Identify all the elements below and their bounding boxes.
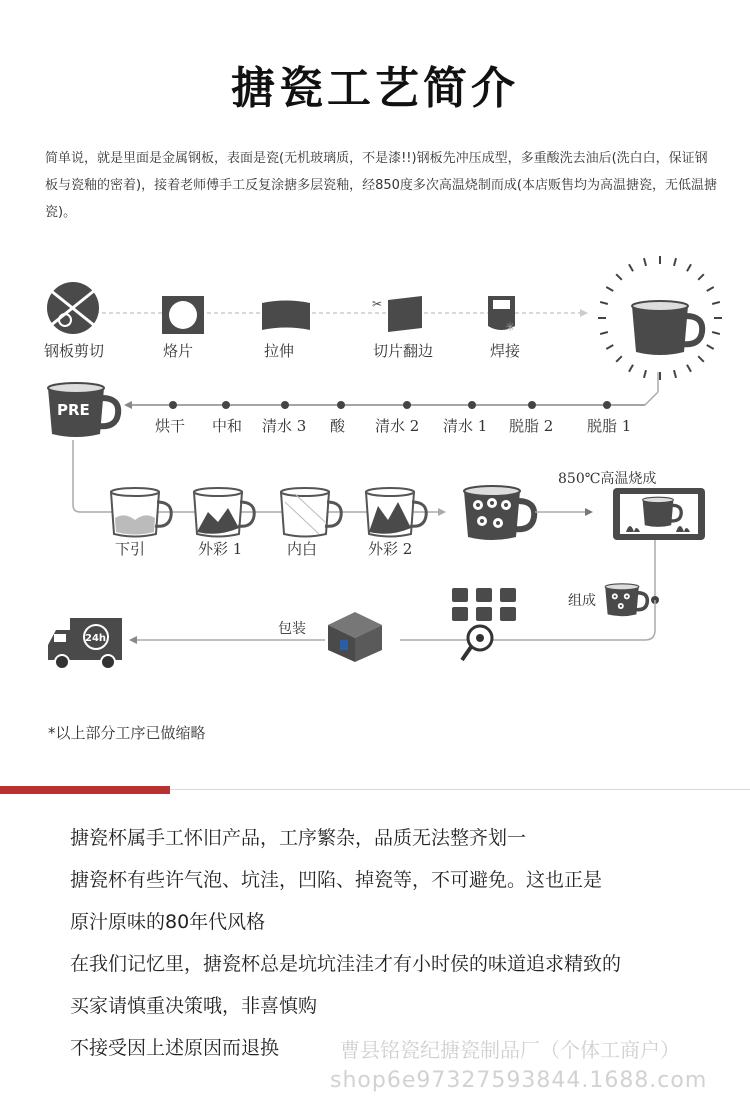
mini-cup (476, 607, 492, 621)
notice-line: 买家请慎重决策哦，非喜慎购 (70, 995, 318, 1017)
step-label: 清水 2 (375, 417, 420, 435)
truck-icon (48, 618, 122, 669)
step-dot (403, 401, 411, 409)
step-dot (528, 401, 536, 409)
firing-label: 850℃高温烧成 (558, 471, 657, 487)
step-label: 清水 3 (262, 417, 307, 435)
watermark-url: shop6e97327593844.1688.com (330, 1068, 708, 1093)
stretch-icon (262, 301, 310, 331)
mini-cup (452, 588, 468, 602)
weld-icon (488, 296, 515, 334)
step-label: 下引 (115, 540, 146, 558)
clock-tick (606, 345, 613, 349)
clock-tick (687, 264, 691, 271)
accent-bar (0, 786, 170, 794)
shear-icon (47, 282, 99, 334)
package-icon (328, 612, 382, 662)
clock-tick (674, 370, 676, 378)
watermark-company: 曹县铭瓷纪搪瓷制品厂（个体工商户） (340, 1038, 680, 1062)
svg-text:✂: ✂ (372, 297, 383, 311)
step-dot (222, 401, 230, 409)
flange-icon (372, 296, 422, 332)
assembled-cup-icon (605, 584, 647, 616)
step-label: 清水 1 (443, 417, 488, 435)
clock-tick (606, 287, 613, 291)
step-label: 焊接 (490, 342, 521, 360)
mini-cup (476, 588, 492, 602)
delivery-badge: 24h (85, 633, 107, 644)
divider (170, 789, 750, 790)
step-dot (337, 401, 345, 409)
step-label: 内白 (287, 540, 318, 558)
notice-line: 在我们记忆里，搪瓷杯总是坑坑洼洼才有小时侯的味道追求精致的 (70, 953, 622, 975)
mini-cup (500, 607, 516, 621)
step-dot (603, 401, 611, 409)
furnace-icon (613, 488, 705, 540)
step-label: 脱脂 2 (509, 417, 554, 435)
mini-cup (500, 588, 516, 602)
step-label: 酸 (330, 417, 346, 435)
notice-line: 原汁原味的80年代风格 (70, 911, 266, 933)
clock-tick (629, 264, 633, 271)
clock-tick (600, 332, 608, 334)
step-label: 脱脂 1 (587, 417, 632, 435)
step-dot (169, 401, 177, 409)
clock-tick (712, 302, 720, 304)
assemble-label: 组成 (568, 593, 596, 609)
inspection-icon (452, 588, 516, 660)
svg-text:✳: ✳ (505, 320, 516, 334)
step-label: 切片翻边 (373, 342, 434, 360)
step-label: 外彩 2 (368, 540, 413, 558)
step-label: 外彩 1 (198, 540, 243, 558)
notice-line: 搪瓷杯有些许气泡、坑洼，凹陷、掉瓷等，不可避免。这也正是 (70, 869, 603, 891)
notice-line: 搪瓷杯属手工怀旧产品，工序繁杂，品质无法整齐划一 (70, 827, 527, 849)
step-dot (468, 401, 476, 409)
clock-tick (629, 365, 633, 372)
notice-line: 不接受因上述原因而退换 (70, 1037, 280, 1059)
blank-cut-icon (162, 296, 204, 334)
page-title: 搪瓷工艺简介 (231, 63, 519, 114)
clock-tick (644, 370, 646, 378)
pre-cup-icon (48, 383, 118, 437)
step-label: 烘干 (155, 417, 186, 435)
step-label: 钢板剪切 (44, 342, 105, 360)
clock-tick (707, 287, 714, 291)
mini-cup (452, 607, 468, 621)
process-diagram (0, 250, 750, 680)
clock-tick (712, 332, 720, 334)
clock-tick (600, 302, 608, 304)
flower-cup-icon (464, 486, 534, 540)
step-label: 中和 (212, 417, 243, 435)
clock-cup-icon (598, 256, 722, 380)
clock-tick (707, 345, 714, 349)
process-note: *以上部分工序已做缩略 (48, 724, 206, 742)
pre-badge: PRE (57, 401, 90, 419)
pack-label: 包装 (278, 621, 306, 637)
clock-tick (698, 356, 704, 362)
clock-tick (644, 258, 646, 266)
intro-text: 简单说，就是里面是金属钢板，表面是瓷(无机玻璃质，不是漆!!)钢板先冲压成型，多重酸洗去油后(洗白白，保证钢板与瓷釉的密着)，接着老师傅手工反复涂搪多层瓷釉，经850度多次高温烧制而成(本店贩售均为高温搪瓷，无低温搪瓷)。 (45, 151, 717, 220)
clock-tick (687, 365, 691, 372)
clock-tick (616, 356, 622, 362)
clock-tick (616, 274, 622, 280)
clock-tick (698, 274, 704, 280)
step-dot (281, 401, 289, 409)
step-label: 拉伸 (264, 342, 295, 360)
clock-tick (674, 258, 676, 266)
step-label: 烙片 (163, 342, 194, 360)
